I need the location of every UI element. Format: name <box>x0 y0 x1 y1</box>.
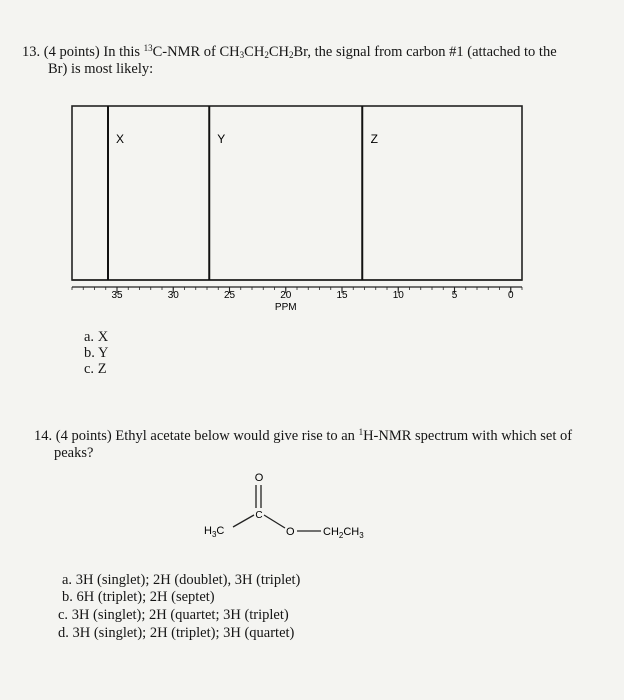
peaks-layer <box>108 106 378 280</box>
carbonyl-oxygen-label: O <box>254 472 264 484</box>
q13-choice-a[interactable] <box>84 329 108 346</box>
peak-label-z: Z <box>370 132 378 146</box>
chart-frame <box>72 106 522 280</box>
q13-text-1: In this <box>103 44 141 60</box>
choice-text: 3H (singlet); 2H (quartet; 3H (triplet) <box>71 607 289 623</box>
q13-text-3: , the signal from carbon #1 (attached to the <box>307 44 557 60</box>
tick-label-25: 25 <box>223 290 236 301</box>
q13-points: (4 points) <box>43 44 100 60</box>
choice-letter: a. <box>84 329 95 345</box>
peak-label-x: X <box>115 132 125 146</box>
choice-text: 3H (singlet); 2H (triplet); 3H (quartet) <box>72 625 295 641</box>
ester-bond <box>264 515 285 528</box>
choice-letter: d. <box>58 625 69 641</box>
choice-letter: b. <box>62 589 73 605</box>
q14-isotope: 1 <box>358 427 364 437</box>
q14-choice-c[interactable] <box>58 607 289 624</box>
tick-label-30: 30 <box>167 290 179 301</box>
tick-label-5: 5 <box>451 290 458 301</box>
tick-label-35: 35 <box>111 290 123 301</box>
q14-points: (4 points) <box>55 428 112 444</box>
q13-isotope: 13 <box>143 43 153 53</box>
ethyl-label: $CH_2CH_3$ <box>323 526 364 540</box>
choice-letter: c. <box>84 361 95 377</box>
choice-letter: a. <box>62 572 73 588</box>
choice-text: 6H (triplet); 2H (septet) <box>76 589 215 605</box>
choice-text: X <box>97 329 109 345</box>
c13-nmr-spectrum-chart <box>0 0 624 330</box>
q13-formula: $CH_3CH_2CH_2Br$ <box>219 44 308 60</box>
tick-label-0: 0 <box>507 290 514 301</box>
q13-number: 13. <box>22 44 41 60</box>
methyl-bond <box>233 515 254 527</box>
tick-label-10: 10 <box>392 290 404 301</box>
q14-choice-a[interactable] <box>62 572 300 589</box>
q14-choice-b[interactable] <box>62 589 215 606</box>
q14-text-1: Ethyl acetate below would give rise to an <box>115 428 355 444</box>
axis-xlabel: PPM <box>274 302 297 313</box>
choice-letter: b. <box>84 345 95 361</box>
q14-number: 14. <box>34 428 53 444</box>
q14-choice-d[interactable] <box>58 625 294 642</box>
carbonyl-carbon-label: C <box>255 510 263 521</box>
major-ticks <box>111 287 514 301</box>
choice-letter: c. <box>58 607 69 623</box>
choice-text: Z <box>97 361 107 377</box>
choice-text: Y <box>97 345 109 361</box>
question-14-prompt <box>34 428 594 462</box>
methyl-label: $H_3C$ <box>204 525 225 539</box>
q13-choice-c[interactable] <box>84 361 107 378</box>
ester-oxygen-label: O <box>286 526 295 538</box>
q13-choice-b[interactable] <box>84 345 108 362</box>
choice-text: 3H (singlet); 2H (doublet), 3H (triplet) <box>75 572 301 588</box>
tick-label-15: 15 <box>336 290 348 301</box>
q13-text-2: C-NMR of <box>152 44 216 60</box>
q14-text-line2: peaks? <box>54 445 94 461</box>
q14-text-2: H-NMR spectrum with which set of <box>363 428 573 444</box>
peak-label-y: Y <box>217 132 226 146</box>
tick-label-20: 20 <box>280 290 292 301</box>
q13-text-line2: Br) is most likely: <box>48 61 154 77</box>
